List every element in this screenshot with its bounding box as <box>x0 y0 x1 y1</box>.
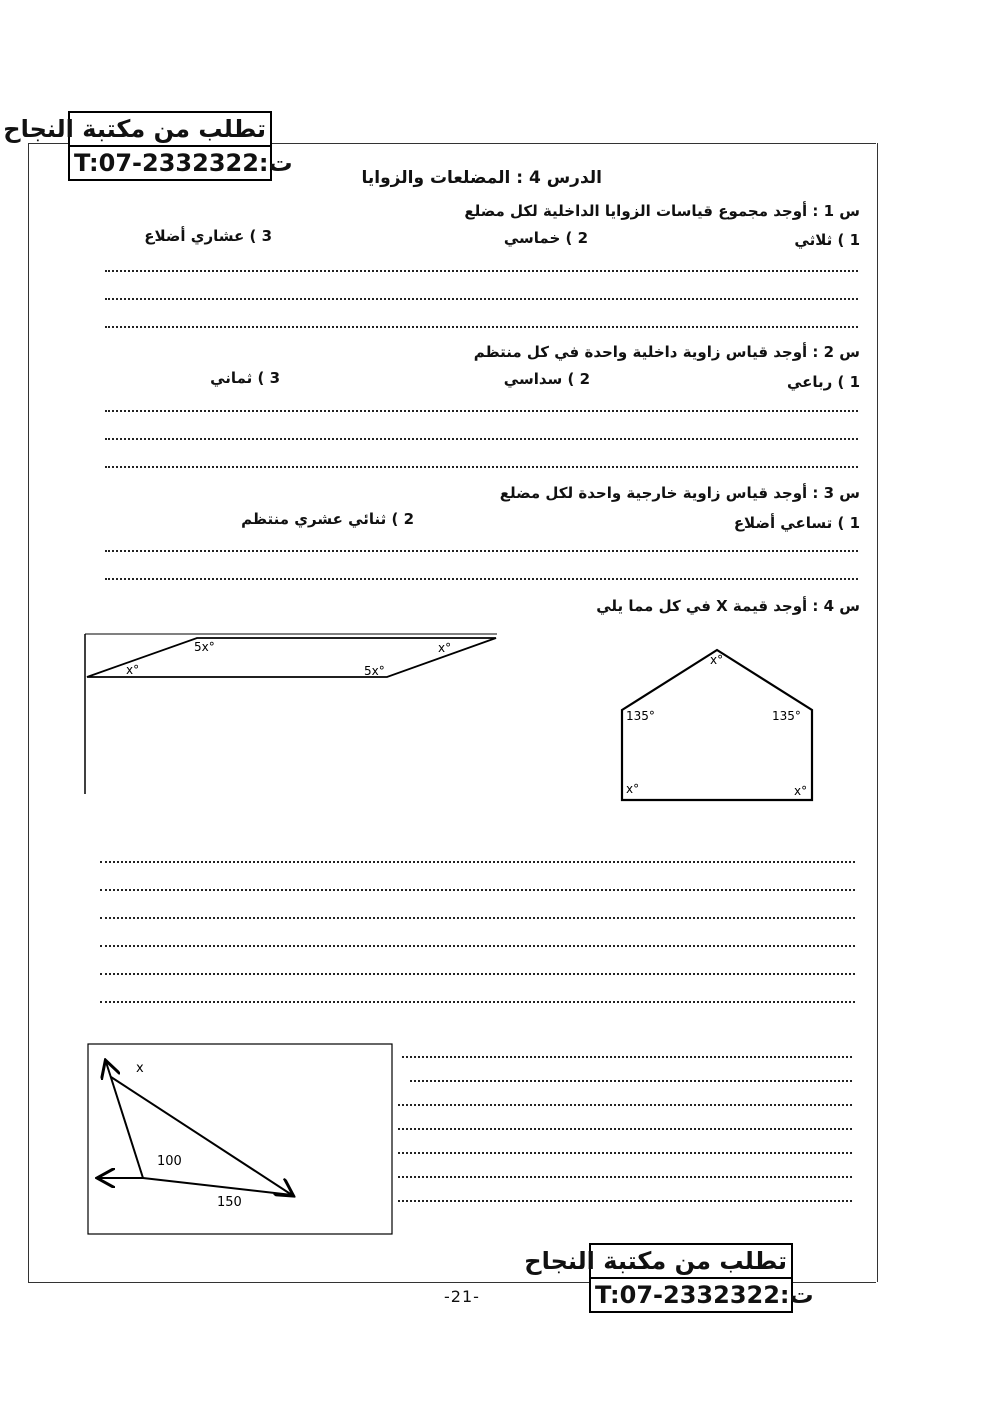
triangle-label-x: x <box>136 1061 144 1076</box>
lesson-title: الدرس 4 : المضلعات والزوايا <box>361 168 602 188</box>
q1-item-1: 1 ) ثلاثي <box>794 231 860 249</box>
answer-line[interactable] <box>100 861 855 863</box>
answer-line[interactable] <box>398 1104 852 1106</box>
parallelogram-figure <box>82 632 502 797</box>
page-number: -21- <box>444 1287 480 1306</box>
pentagon-angle-top: x° <box>710 653 724 667</box>
q3-item-2: 2 ) ثنائي عشري منتظم <box>241 510 414 528</box>
q1-item-3: 3 ) عشاري أضلاع <box>144 227 272 245</box>
q3-prompt: س 3 : أوجد قياس زاوية خارجية واحدة لكل مضلع <box>499 484 860 502</box>
q2-item-2: 2 ) سداسي <box>503 370 590 388</box>
answer-line[interactable] <box>100 973 855 975</box>
stamp-bottom-line1: تطلب من مكتبة النجاح <box>591 1245 791 1279</box>
pentagon-angle-left: 135° <box>626 709 655 723</box>
triangle-label-100: 100 <box>157 1154 182 1169</box>
triangle-side-left <box>106 1062 143 1178</box>
library-stamp-top <box>3 111 293 181</box>
answer-line[interactable] <box>398 1176 852 1178</box>
triangle-label-150: 150 <box>217 1195 242 1210</box>
angle-label-bottom-left: x° <box>126 663 140 677</box>
answer-line[interactable] <box>105 326 858 328</box>
q1-item-2: 2 ) خماسي <box>503 229 588 247</box>
answer-line[interactable] <box>105 410 858 412</box>
stamp-top-line2: T:07-2332322:ت <box>74 149 293 177</box>
angle-label-top-left: 5x° <box>194 640 215 654</box>
answer-line[interactable] <box>100 889 855 891</box>
q1-prompt: س 1 : أوجد مجموع قياسات الزوايا الداخلية لكل مضلع <box>464 202 860 220</box>
pentagon-angle-bottom-left: x° <box>626 782 640 796</box>
pentagon-figure <box>612 640 827 805</box>
stamp-top-line1: تطلب من مكتبة النجاح <box>70 113 270 147</box>
q2-prompt: س 2 : أوجد قياس زاوية داخلية واحدة في كل منتظم <box>473 343 860 361</box>
answer-line[interactable] <box>410 1080 852 1082</box>
answer-line[interactable] <box>100 917 855 919</box>
answer-line[interactable] <box>105 466 858 468</box>
answer-line[interactable] <box>398 1200 852 1202</box>
parallelogram-shape <box>87 638 496 677</box>
q2-item-1: 1 ) رباعي <box>786 373 860 391</box>
angle-label-top-right: x° <box>438 641 452 655</box>
answer-line[interactable] <box>105 578 858 580</box>
angle-label-bottom-right: 5x° <box>364 664 385 678</box>
answer-line[interactable] <box>398 1152 852 1154</box>
answer-line[interactable] <box>105 270 858 272</box>
library-stamp-bottom <box>524 1243 814 1313</box>
stamp-bottom-line2: T:07-2332322:ت <box>595 1281 814 1309</box>
pentagon-shape <box>622 650 812 800</box>
q2-item-3: 3 ) ثماني <box>210 369 280 387</box>
answer-line[interactable] <box>100 1001 855 1003</box>
answer-line[interactable] <box>105 550 858 552</box>
pentagon-angle-bottom-right: x° <box>794 784 808 798</box>
q3-item-1: 1 ) تساعي أضلاع <box>733 514 860 532</box>
answer-line[interactable] <box>398 1128 852 1130</box>
answer-line[interactable] <box>100 945 855 947</box>
answer-line[interactable] <box>402 1056 852 1058</box>
triangle-figure <box>87 1040 395 1238</box>
pentagon-angle-right: 135° <box>772 709 801 723</box>
answer-line[interactable] <box>105 298 858 300</box>
answer-line[interactable] <box>105 438 858 440</box>
q4-prompt: س 4 : أوجد قيمة X في كل مما يلي <box>596 597 860 615</box>
